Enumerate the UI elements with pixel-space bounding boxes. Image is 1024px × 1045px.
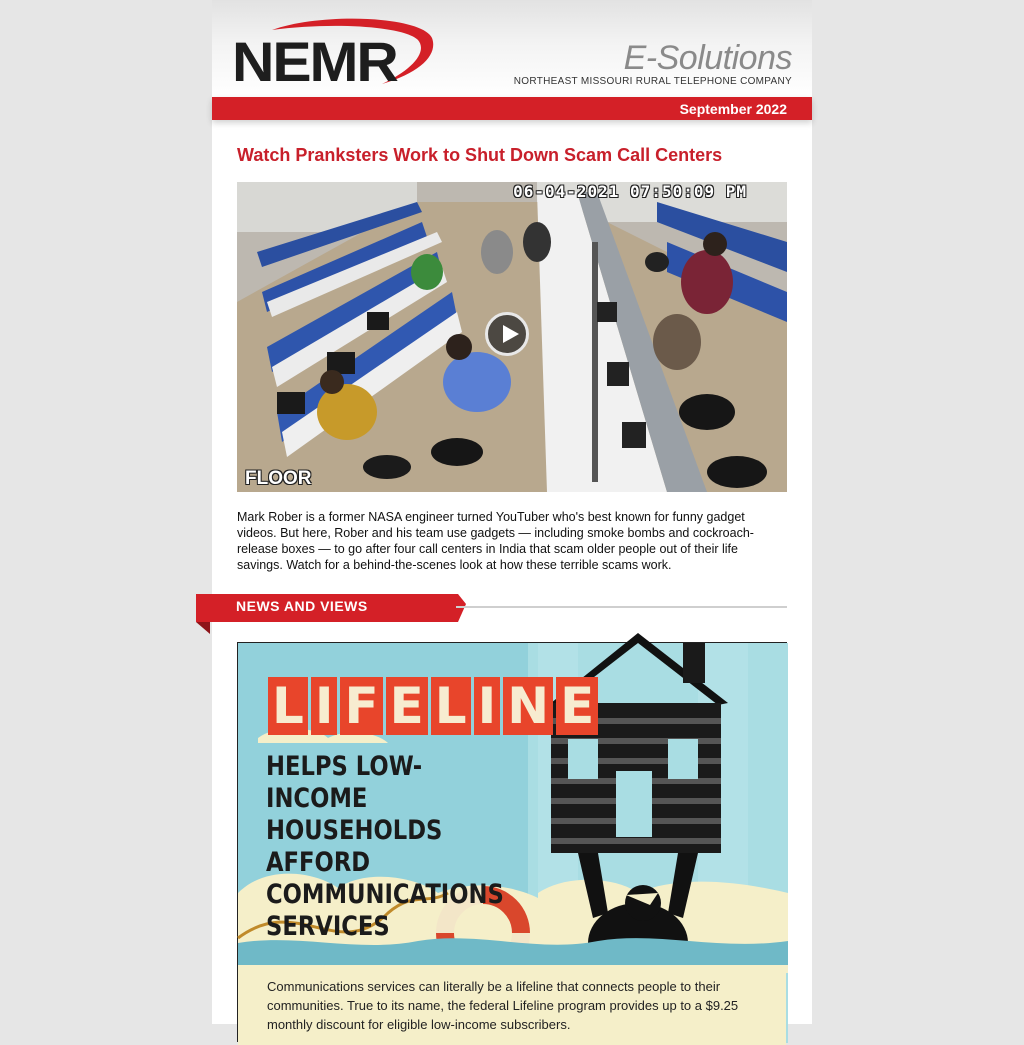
brand-block — [514, 40, 792, 87]
lifeline-caption-box — [238, 965, 786, 1045]
title-letter: N — [503, 677, 553, 735]
section-banner — [196, 594, 796, 634]
lifeline-graphic[interactable] — [237, 642, 787, 1042]
brand-subtitle: NORTHEAST MISSOURI RURAL TELEPHONE COMPANY — [513, 76, 792, 87]
article-body: Mark Rober is a former NASA engineer turned YouTuber who's best known for funny gadget videos. But here, Rober and his team use gadgets — including smoke bombs and cockroach-release boxes — to go after four call centers in India that scam older people out of their life savings. Watch for a behind-the-scenes look at how these terrible scams work. — [237, 510, 754, 572]
section-divider — [456, 606, 787, 608]
header — [212, 0, 812, 97]
logo-wordmark: NEMR — [232, 30, 397, 93]
video-floor-label: FLOOR — [245, 468, 312, 489]
video-thumbnail[interactable] — [237, 182, 787, 492]
nemr-logo[interactable] — [232, 18, 437, 93]
lifeline-subtitle — [266, 751, 518, 943]
play-icon[interactable] — [485, 312, 529, 356]
title-letter: I — [311, 677, 338, 735]
title-letter: L — [268, 677, 308, 735]
section-label: NEWS AND VIEWS — [236, 598, 368, 614]
brand-title: E-Solutions — [623, 39, 792, 77]
subtitle-line: HELPS LOW-INCOME — [266, 751, 423, 814]
title-letter: E — [386, 677, 428, 735]
subtitle-line: HOUSEHOLDS AFFORD — [266, 815, 443, 878]
date-bar — [212, 97, 812, 120]
title-letter: E — [556, 677, 598, 735]
video-timestamp: 06-04-2021 07:50:09 PM — [513, 182, 747, 201]
lifeline-caption: Communications services can literally be a lifeline that connects people to their communities. True to its name, the federal Lifeline program provides up to a $9.25 monthly discount for eligible low-income subscribers. — [267, 979, 739, 1032]
subtitle-line: SERVICES — [266, 911, 390, 942]
title-letter: I — [474, 677, 501, 735]
issue-date: September 2022 — [679, 101, 787, 117]
lifeline-title — [268, 677, 598, 735]
email-container — [212, 0, 812, 1032]
title-letter: F — [340, 677, 382, 735]
article-headline[interactable]: Watch Pranksters Work to Shut Down Scam Call Centers — [237, 145, 723, 165]
title-letter: L — [431, 677, 471, 735]
subtitle-line: COMMUNICATIONS — [266, 879, 504, 910]
